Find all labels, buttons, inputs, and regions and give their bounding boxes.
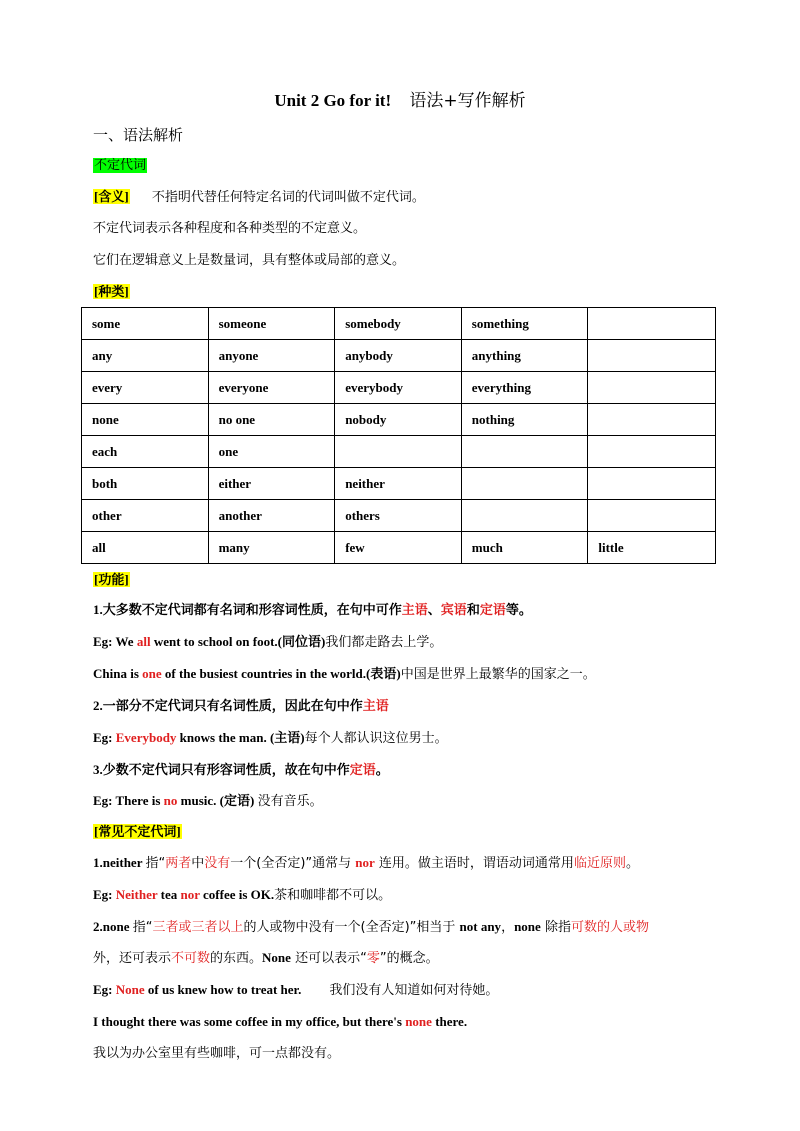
common-2-example-2 <box>93 1014 467 1031</box>
table-cell: many <box>208 532 335 564</box>
table-cell: something <box>461 308 588 340</box>
c1-red-2: 没有 <box>204 856 231 871</box>
eg-translation: 茶和咖啡都不可以。 <box>274 888 392 903</box>
eg-red: no <box>163 793 178 808</box>
c2-text: 指“ <box>132 920 153 935</box>
function-1 <box>93 602 532 618</box>
c1-word: 1.neither <box>93 855 146 870</box>
eg-text: Eg: <box>93 887 116 902</box>
table-cell: both <box>82 468 209 500</box>
eg-red: Everybody <box>115 730 177 745</box>
function-1-red-2: 宾语 <box>440 602 467 617</box>
c2-word: 2.none <box>93 919 133 934</box>
table-cell: another <box>208 500 335 532</box>
function-3-red: 定语 <box>349 762 376 777</box>
function-1-sep-1: 、 <box>427 602 441 617</box>
table-row <box>82 436 716 468</box>
c2c-text-2: 的东西。 <box>210 951 263 966</box>
c2c-end: ”的概念。 <box>379 951 439 966</box>
table-cell: little <box>588 532 716 564</box>
table-cell: everyone <box>208 372 335 404</box>
eg-translation: 中国是世界上最繁华的国家之一。 <box>400 667 596 682</box>
table-cell <box>588 404 716 436</box>
table-cell: other <box>82 500 209 532</box>
table-cell <box>588 436 716 468</box>
table-cell <box>588 468 716 500</box>
eg-red: None <box>115 982 145 997</box>
table-cell: nothing <box>461 404 588 436</box>
eg-text: Eg: <box>93 982 116 997</box>
section-heading: 一、语法解析 <box>93 126 184 144</box>
c2-text-2: 的人或物中没有一个(全否定)”相当于 <box>243 920 460 935</box>
table-cell: anybody <box>335 340 462 372</box>
eg-text-2: went to school on foot.(同位语) <box>150 634 326 649</box>
table-row <box>82 308 716 340</box>
table-cell: everything <box>461 372 588 404</box>
table-cell <box>588 308 716 340</box>
table-cell <box>461 436 588 468</box>
table-row <box>82 340 716 372</box>
title-chinese: 语法+写作解析 <box>409 91 526 111</box>
c1-red-1: 两者 <box>165 856 192 871</box>
kinds-heading <box>93 284 130 301</box>
eg-red-2: nor <box>180 887 200 902</box>
function-3-text: 3.少数不定代词只有形容词性质，故在句中作 <box>93 762 350 777</box>
function-3-example <box>93 793 323 810</box>
c1-text-2: 中 <box>191 856 205 871</box>
function-1-example-2 <box>93 666 596 683</box>
table-cell: each <box>82 436 209 468</box>
eg-translation: 每个人都认识这位男士。 <box>304 731 448 746</box>
table-cell: few <box>335 532 462 564</box>
table-cell: some <box>82 308 209 340</box>
table-cell: no one <box>208 404 335 436</box>
meaning-line-3: 它们在逻辑意义上是数量词，具有整体或局部的意义。 <box>93 253 406 268</box>
c2-text-3: 除指 <box>540 920 571 935</box>
c2c-text: 外，还可表示 <box>93 951 172 966</box>
common-1 <box>93 855 639 872</box>
meaning-line <box>93 189 425 206</box>
table-cell: someone <box>208 308 335 340</box>
table-cell <box>588 340 716 372</box>
table-cell <box>588 500 716 532</box>
function-3-end: 。 <box>375 762 389 777</box>
function-heading <box>93 572 130 589</box>
meaning-tag: [含义] <box>94 189 129 204</box>
table-cell: anything <box>461 340 588 372</box>
function-2-text: 2.一部分不定代词只有名词性质，因此在句中作 <box>93 698 363 713</box>
c1-end: 。 <box>625 856 639 871</box>
table-row <box>82 372 716 404</box>
table-cell: somebody <box>335 308 462 340</box>
c2c-none: None <box>262 950 291 965</box>
eg-text-2: tea <box>157 887 181 902</box>
eg-translation: 我们没有人知道如何对待她。 <box>329 983 499 998</box>
function-2-red: 主语 <box>362 698 389 713</box>
c2-red-1: 三者或三者以上 <box>152 920 244 935</box>
eg-text-3: coffee is OK. <box>199 887 275 902</box>
common-2-continued <box>93 950 439 967</box>
eg-text: Eg: <box>93 730 116 745</box>
meaning-text: 不指明代替任何特定名词的代词叫做不定代词。 <box>151 190 425 205</box>
kinds-table <box>81 307 716 564</box>
function-1-text: 1.大多数不定代词都有名词和形容词性质，在句中可作 <box>93 602 402 617</box>
kinds-tag: [种类] <box>94 284 129 299</box>
eg-red: none <box>405 1014 432 1029</box>
c2-red-2: 可数的人或物 <box>570 920 649 935</box>
function-1-example <box>93 634 442 651</box>
table-cell <box>588 372 716 404</box>
table-cell: all <box>82 532 209 564</box>
table-cell: one <box>208 436 335 468</box>
table-cell: none <box>82 404 209 436</box>
table-cell: any <box>82 340 209 372</box>
table-row <box>82 404 716 436</box>
c2-not-any: not any <box>459 919 502 934</box>
table-row <box>82 532 716 564</box>
common-2-example-2-translation: 我以为办公室里有些咖啡，可一点都没有。 <box>93 1046 341 1061</box>
c1-text: 指“ <box>145 856 166 871</box>
function-2 <box>93 698 389 714</box>
eg-text-2: knows the man. (主语) <box>176 730 305 745</box>
function-2-example <box>93 730 448 747</box>
table-row <box>82 468 716 500</box>
common-1-example <box>93 887 391 904</box>
topic-label: 不定代词 <box>94 158 147 173</box>
table-cell: either <box>208 468 335 500</box>
table-cell: everybody <box>335 372 462 404</box>
meaning-line-2: 不定代词表示各种程度和各种类型的不定意义。 <box>93 221 367 236</box>
eg-text: Eg: There is <box>93 793 164 808</box>
eg-red: all <box>136 634 151 649</box>
eg-text: China is <box>93 666 143 681</box>
function-1-red-1: 主语 <box>401 602 428 617</box>
eg-text: I thought there was some coffee in my office, but there's <box>93 1014 406 1029</box>
table-cell: others <box>335 500 462 532</box>
eg-text-2: music. (定语) <box>177 793 258 808</box>
c2-none: none <box>514 919 541 934</box>
c1-text-3: 一个(全否定)”通常与 <box>230 856 356 871</box>
table-cell: anyone <box>208 340 335 372</box>
common-tag: [常见不定代词] <box>94 824 181 839</box>
eg-text-2: of the busiest countries in the world.(表语) <box>161 666 401 681</box>
table-cell: every <box>82 372 209 404</box>
c2c-red-2: 零 <box>366 951 380 966</box>
eg-text: Eg: We <box>93 634 137 649</box>
function-tag: [功能] <box>94 572 129 587</box>
function-1-end: 等。 <box>505 602 532 617</box>
common-2-example <box>93 982 498 999</box>
page-title <box>0 86 800 111</box>
c2c-red-1: 不可数 <box>171 951 211 966</box>
table-cell: nobody <box>335 404 462 436</box>
title-english: Unit 2 Go for it! <box>274 91 392 110</box>
c1-red-3: nor <box>355 855 375 870</box>
table-cell <box>461 500 588 532</box>
eg-text-2: there. <box>431 1014 468 1029</box>
topic-heading <box>93 158 147 174</box>
eg-translation: 没有音乐。 <box>257 794 323 809</box>
table-cell: much <box>461 532 588 564</box>
table-cell: neither <box>335 468 462 500</box>
function-3 <box>93 762 389 778</box>
table-cell <box>335 436 462 468</box>
common-2 <box>93 919 649 936</box>
eg-red: one <box>142 666 162 681</box>
table-cell <box>461 468 588 500</box>
c1-text-4: 连用。做主语时，谓语动词通常用 <box>374 856 574 871</box>
c2-comma: ， <box>501 920 515 935</box>
eg-text-2: of us knew how to treat her. <box>144 982 302 997</box>
eg-red-1: Neither <box>115 887 158 902</box>
function-1-red-3: 定语 <box>479 602 506 617</box>
common-heading <box>93 824 182 841</box>
c2c-text-3: 还可以表示“ <box>290 951 367 966</box>
eg-translation: 我们都走路去上学。 <box>325 635 443 650</box>
function-1-sep-2: 和 <box>466 602 480 617</box>
c1-red-4: 临近原则 <box>573 856 626 871</box>
table-row <box>82 500 716 532</box>
